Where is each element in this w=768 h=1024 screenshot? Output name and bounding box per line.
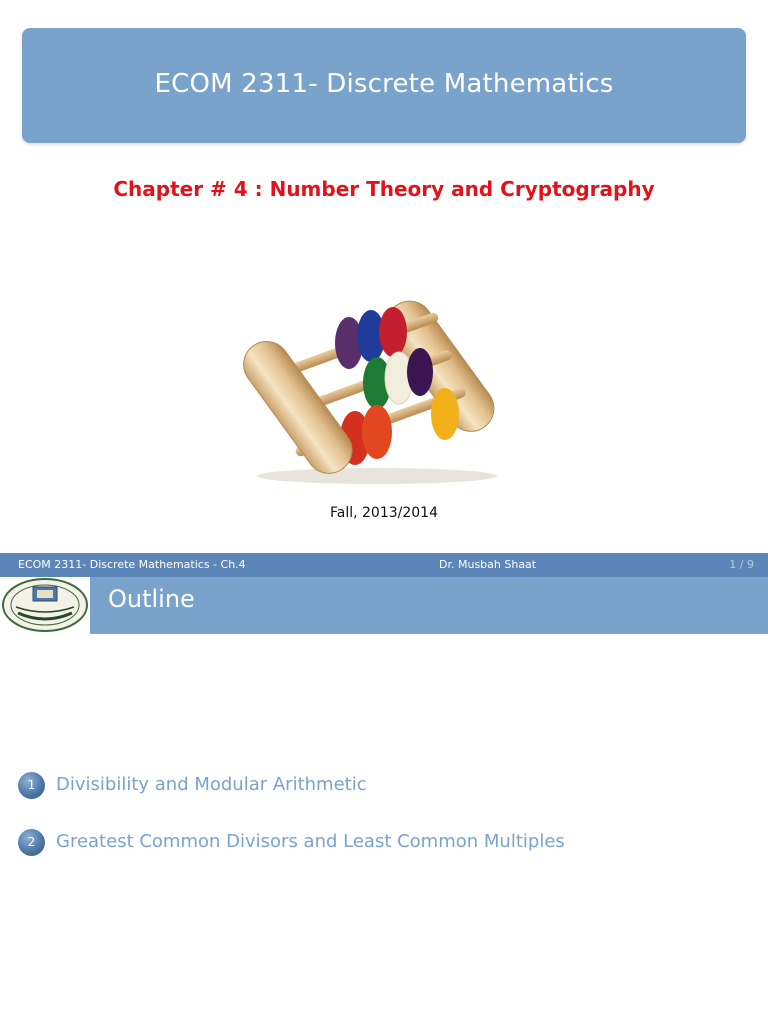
- headline-page-number: 1 / 9: [729, 558, 754, 571]
- headline-course: ECOM 2311- Discrete Mathematics - Ch.4: [18, 558, 246, 571]
- toc-section-label[interactable]: Divisibility and Modular Arithmetic: [56, 774, 367, 795]
- university-seal-logo: [0, 577, 90, 634]
- slide-title: ECOM 2311- Discrete Mathematics: [154, 69, 614, 99]
- headline-bar: [0, 553, 768, 577]
- title-box: [22, 28, 746, 143]
- chapter-title: Chapter # 4 : Number Theory and Cryptography: [113, 177, 655, 201]
- frame-title: Outline: [108, 585, 195, 613]
- toc-section-label[interactable]: Greatest Common Divisors and Least Common Multiples: [56, 831, 565, 852]
- section-number-ball: 1: [18, 772, 45, 799]
- date-label: Fall, 2013/2014: [329, 505, 438, 521]
- headline-author: Dr. Musbah Shaat: [439, 558, 537, 571]
- abacus-toy-image: [237, 288, 517, 488]
- outline-slide: [0, 553, 768, 1024]
- section-number-ball: 2: [18, 829, 45, 856]
